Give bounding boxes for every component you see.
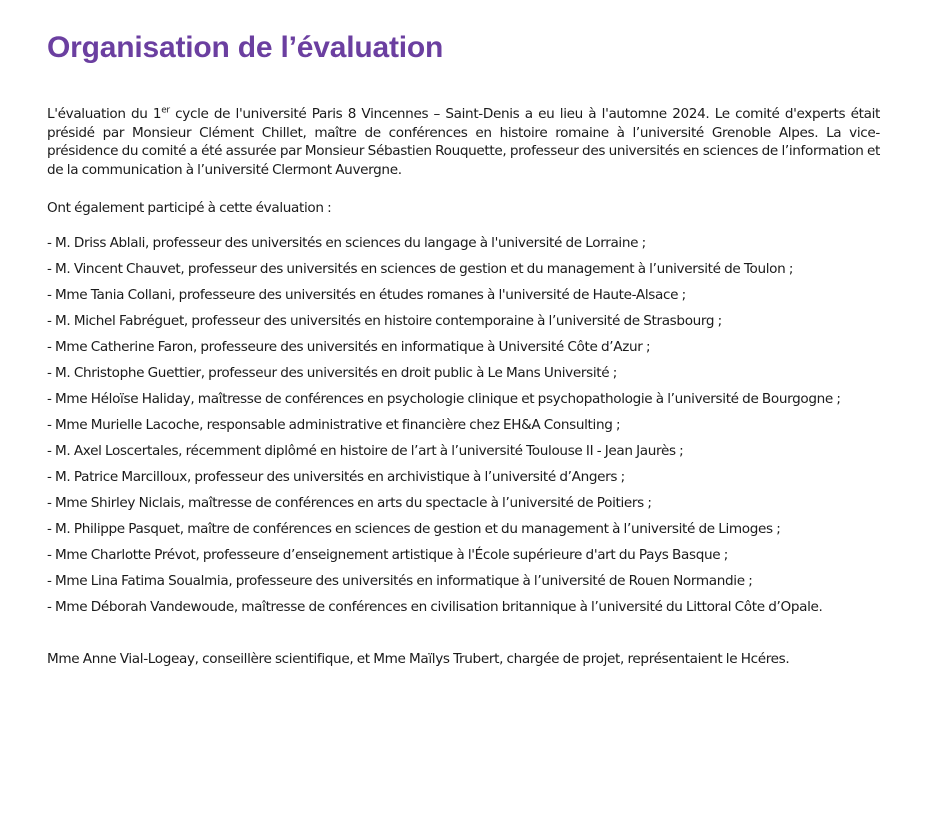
intro-text-start: L'évaluation du 1 [47, 106, 162, 122]
list-item: - M. Patrice Marcilloux, professeur des universités en archivistique à l’université d’Angers ; [47, 468, 625, 485]
list-item: - Mme Shirley Niclais, maîtresse de conférences en arts du spectacle à l’université de Poitiers ; [47, 494, 652, 511]
list-item: - Mme Catherine Faron, professeure des universités en informatique à Université Côte d’Azur ; [47, 338, 651, 355]
list-item: - Mme Murielle Lacoche, responsable administrative et financière chez EH&A Consulting ; [47, 416, 621, 433]
list-item: - Mme Déborah Vandewoude, maîtresse de conférences en civilisation britannique à l’université du Littoral Côte d’Opale. [47, 598, 823, 615]
intro-paragraph [47, 105, 880, 179]
list-item: - Mme Lina Fatima Soualmia, professeure des universités en informatique à l’université de Rouen Normandie ; [47, 572, 753, 589]
members-list [47, 234, 880, 617]
participants-label: Ont également participé à cette évaluation : [47, 200, 332, 216]
list-item: - Mme Héloïse Haliday, maîtresse de conférences en psychologie clinique et psychopathologie à l’université de Bourgogne ; [47, 390, 841, 407]
list-item: - M. Driss Ablali, professeur des universités en sciences du langage à l'université de Lorraine ; [47, 234, 646, 251]
document-page [47, 26, 880, 669]
list-item: - M. Philippe Pasquet, maître de conférences en sciences de gestion et du management à l’université de Limoges ; [47, 520, 781, 537]
list-item: - M. Christophe Guettier, professeur des universités en droit public à Le Mans Université ; [47, 364, 617, 381]
list-item: - M. Michel Fabréguet, professeur des universités en histoire contemporaine à l’université de Strasbourg ; [47, 312, 722, 329]
ordinal-superscript: er [161, 105, 170, 116]
list-item: - M. Axel Loscertales, récemment diplômé en histoire de l’art à l’université Toulouse II - Jean Jaurès ; [47, 442, 684, 459]
list-item: - Mme Charlotte Prévot, professeure d’enseignement artistique à l'École supérieure d'art du Pays Basque ; [47, 546, 728, 563]
closing-paragraph: Mme Anne Vial-Logeay, conseillère scientifique, et Mme Maïlys Trubert, chargée de projet, représentaient le Hcéres. [47, 651, 790, 667]
intro-text-rest: cycle de l'université Paris 8 Vincennes – Saint-Denis a eu lieu à l'automne 2024. Le comité d'experts était présidé par Monsieur Clément Chillet, maître de conférences en histoire romaine à l’université Grenoble Alpes. La vice-présidence du comité a été assurée par Monsieur Sébastien Rouquette, professeur des universités en sciences de l’information et de la communication à l’université Clermont Auvergne. [47, 106, 880, 178]
page-title: Organisation de l’évaluation [47, 31, 444, 64]
list-item: - Mme Tania Collani, professeure des universités en études romanes à l'université de Haute-Alsace ; [47, 286, 686, 303]
list-item: - M. Vincent Chauvet, professeur des universités en sciences de gestion et du management à l’université de Toulon ; [47, 260, 794, 277]
